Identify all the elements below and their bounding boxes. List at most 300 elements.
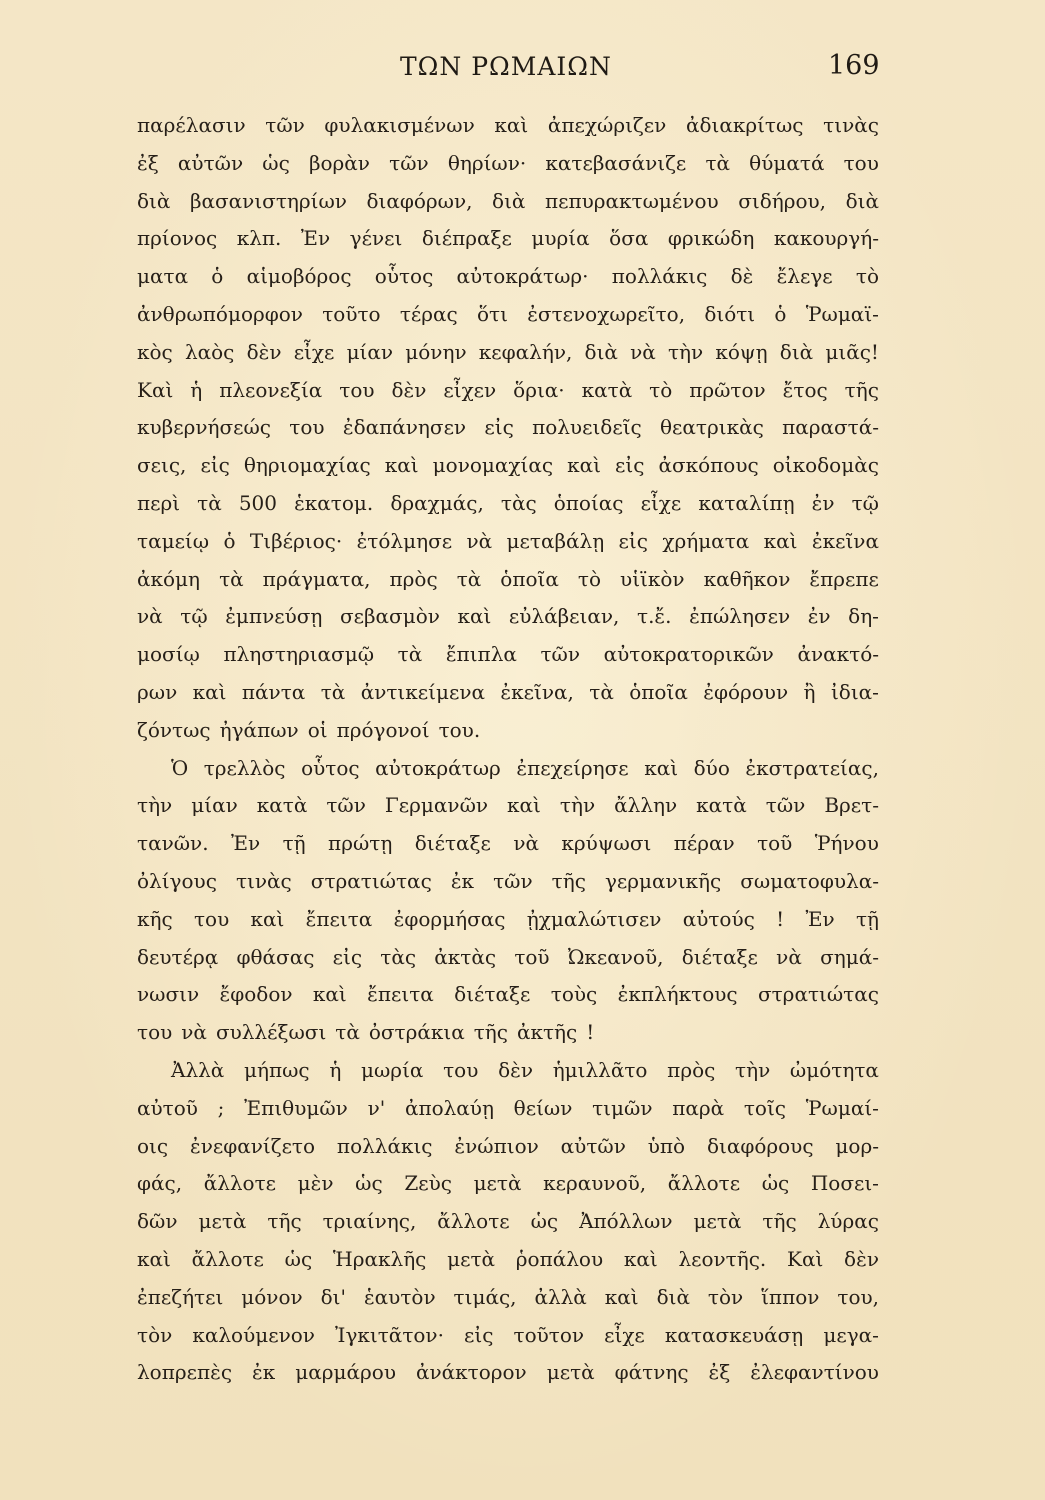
- word: Ῥωμαί-: [805, 1095, 879, 1120]
- word: του.: [438, 717, 481, 742]
- word: κατεβασάνιζε: [545, 150, 687, 175]
- word: μετὰ: [447, 1246, 496, 1271]
- word: τῆς: [844, 377, 879, 402]
- word: θεατρικὰς: [660, 415, 764, 440]
- word: μυρία: [531, 226, 590, 251]
- word: ὁποίας: [553, 490, 624, 515]
- word: ἡ: [329, 1057, 342, 1082]
- text-line: [137, 787, 879, 825]
- word: δύο: [693, 755, 730, 780]
- word: κατὰ: [581, 377, 633, 402]
- word: ἔτος: [782, 377, 828, 402]
- word: εἶχε: [604, 1322, 645, 1347]
- word: ἀπολαύῃ: [404, 1095, 494, 1120]
- text-line: [137, 561, 879, 599]
- word: καὶ: [604, 1284, 639, 1309]
- word: πεπυρακτωμένου: [544, 188, 719, 213]
- word: καὶ: [507, 793, 541, 818]
- word: Καὶ: [787, 1246, 824, 1271]
- word: δὲν: [246, 339, 282, 364]
- word: λοπρεπὲς: [137, 1360, 233, 1385]
- word: δὲν: [498, 1057, 533, 1082]
- text-line: [137, 1052, 879, 1090]
- word: τὰ: [335, 1020, 360, 1045]
- text-line: [137, 107, 879, 145]
- word: !: [586, 1020, 595, 1045]
- word: αὐτοῦ: [137, 1095, 198, 1120]
- word: τὸ: [855, 264, 879, 289]
- page-number: 169: [828, 50, 880, 81]
- word: ἐπώλησεν: [689, 604, 791, 629]
- text-line: [137, 1165, 879, 1203]
- word: πολλάκις: [336, 1133, 433, 1158]
- word: ἠγάπων: [219, 717, 299, 742]
- word: Ἀπόλλων: [579, 1209, 673, 1234]
- word: ἄλλοτε: [191, 1246, 264, 1271]
- word: ὅσα: [609, 226, 649, 251]
- word: ματα: [137, 264, 189, 289]
- word: κατὰ: [696, 793, 747, 818]
- word: ἔπειτα: [305, 906, 373, 931]
- word: καὶ: [623, 1246, 658, 1271]
- word: εἰς: [618, 528, 648, 553]
- word: ἐξ: [137, 150, 159, 175]
- word: μετὰ: [546, 1360, 595, 1385]
- word: οις: [137, 1133, 169, 1158]
- word: ὁ: [774, 301, 787, 326]
- word: καταλίπῃ: [698, 490, 795, 515]
- word: διέταξε: [681, 944, 758, 969]
- word: φάτνης: [614, 1360, 689, 1385]
- word: φάς,: [137, 1171, 183, 1196]
- word: ἀνάκτορον: [415, 1360, 527, 1385]
- word: παρὰ: [672, 1095, 725, 1120]
- word: τιμῶν: [592, 1095, 653, 1120]
- word: παραστά-: [782, 415, 879, 440]
- word: σεβασμὸν: [339, 604, 440, 629]
- word: πληστηριασμῷ: [223, 642, 375, 667]
- word: τῶν: [765, 793, 806, 818]
- word: μεταβάλῃ: [506, 528, 605, 553]
- word: τῆς: [473, 1020, 508, 1045]
- word: τὰ: [589, 679, 614, 704]
- word: στρατιώτας: [310, 868, 432, 893]
- word: ὅρια·: [513, 377, 565, 402]
- word: καὶ: [384, 453, 419, 478]
- word: γένει: [349, 226, 403, 251]
- word: δευτέρᾳ: [137, 944, 219, 969]
- text-line: [137, 750, 879, 788]
- word: ὡς: [284, 1246, 313, 1271]
- word: βασανιστηρίων: [189, 188, 347, 213]
- text-line: [137, 712, 879, 750]
- word: ἀκόμη: [137, 566, 201, 591]
- word: Καὶ: [137, 377, 174, 402]
- word: τῷ: [851, 490, 879, 515]
- word: κυβερνήσεώς: [137, 415, 272, 440]
- word: σεις,: [137, 453, 187, 478]
- word: μίαν: [346, 339, 394, 364]
- running-title: ΤΩΝ ΡΩΜΑΙΩΝ: [400, 52, 612, 81]
- word: δὲν: [844, 1246, 879, 1271]
- word: ἀπεχώριζεν: [547, 113, 667, 137]
- word: ἵππον: [761, 1284, 820, 1309]
- word: τῶν: [326, 793, 366, 818]
- word: αὐτοκρατορικῶν: [603, 642, 774, 667]
- word: ἐτόλμησε: [356, 528, 453, 553]
- text-line: [137, 674, 879, 712]
- word: τινὰς: [823, 113, 879, 137]
- text-line: [137, 1128, 879, 1166]
- word: ἔπιπλα: [445, 642, 517, 667]
- word: του: [289, 415, 325, 440]
- word: λύρας: [817, 1209, 879, 1234]
- word: κακουργή-: [773, 226, 879, 251]
- word: θηριομαχίας: [243, 453, 371, 478]
- word: οὗτος: [374, 264, 434, 289]
- word: ἀσκόπους: [658, 453, 759, 478]
- word: κόψῃ: [715, 339, 768, 364]
- text-line: [137, 976, 879, 1014]
- word: αὐτοκράτωρ: [375, 755, 501, 780]
- word: κατὰ: [256, 793, 308, 818]
- text-line: [137, 183, 879, 221]
- word: σημά-: [820, 944, 879, 969]
- word: πρίονος: [137, 226, 218, 251]
- word: πλεονεξία: [219, 377, 323, 402]
- text-line: [137, 1279, 879, 1317]
- word: νὰ: [181, 1020, 207, 1045]
- word: Γερμανῶν: [384, 793, 489, 818]
- text-line: [137, 485, 879, 523]
- word: διὰ: [845, 188, 879, 213]
- word: τρελλὸς: [203, 755, 286, 780]
- word: μορ-: [835, 1133, 879, 1158]
- body-text: [137, 107, 879, 1392]
- word: νὰ: [630, 339, 656, 364]
- word: τῶν: [493, 868, 533, 893]
- word: Ἡρακλῆς: [332, 1246, 427, 1271]
- word: ἀδιακρίτως: [685, 113, 804, 137]
- word: τὸ: [649, 377, 673, 402]
- word: τῶν: [389, 150, 429, 175]
- word: καθῆκον: [703, 566, 791, 591]
- word: ἡ: [190, 377, 203, 402]
- word: τριαίνης,: [322, 1209, 417, 1234]
- word: οὗτος: [301, 755, 360, 780]
- word: ν': [367, 1095, 386, 1120]
- word: δὲν: [391, 377, 427, 402]
- word: διαφόρων,: [366, 188, 473, 213]
- word: εἰς: [615, 453, 645, 478]
- word: ἐπεζήτει: [137, 1284, 224, 1309]
- word: 500: [238, 490, 277, 515]
- word: καὶ: [567, 453, 601, 478]
- word: ἔπειτα: [367, 982, 434, 1007]
- word: τῶν: [265, 113, 305, 137]
- word: ἔπρεπε: [809, 566, 879, 591]
- word: φυλακισμένων: [324, 113, 475, 137]
- word: θείων: [513, 1095, 573, 1120]
- word: λαὸς: [184, 339, 235, 364]
- word: ὡς: [355, 1171, 383, 1196]
- word: πέραν: [673, 831, 735, 856]
- word: τὰ: [320, 679, 346, 704]
- word: μωρία: [361, 1057, 424, 1082]
- word: ὡς: [761, 1171, 790, 1196]
- word: τὰς: [500, 490, 537, 515]
- word: ἐκ: [450, 868, 475, 893]
- word: ἔλεγε: [776, 264, 833, 289]
- word: τὰ: [197, 490, 222, 515]
- word: ἀκτὰς: [434, 944, 497, 969]
- word: τὸν: [137, 1322, 173, 1347]
- word: τῷ: [180, 604, 208, 629]
- word: πράγματα,: [262, 566, 371, 591]
- word: ὠμότητα: [789, 1057, 879, 1082]
- word: του: [443, 1057, 479, 1082]
- word: πολυειδεῖς: [532, 415, 642, 440]
- word: διέταξε: [454, 982, 531, 1007]
- word: μετὰ: [693, 1209, 742, 1234]
- word: καὶ: [494, 113, 529, 137]
- word: διὰ: [656, 1284, 690, 1309]
- word: νὰ: [466, 528, 493, 553]
- word: ἐνώπιον: [454, 1133, 539, 1158]
- word: διὰ: [779, 339, 814, 364]
- word: ἐφόρουν: [703, 679, 789, 704]
- word: πρόγονοί: [336, 717, 430, 742]
- word: τὰς: [380, 944, 417, 969]
- word: διότι: [704, 301, 756, 326]
- word: μαρμάρου: [295, 1360, 396, 1385]
- word: αὐτῶν: [177, 150, 244, 175]
- word: πάντα: [241, 679, 306, 704]
- word: ;: [217, 1095, 225, 1120]
- word: μεγα-: [823, 1322, 879, 1347]
- text-line: [137, 1354, 879, 1392]
- word: ἐξ: [708, 1360, 731, 1385]
- word: θύματά: [749, 150, 825, 175]
- word: τέρας: [399, 301, 458, 326]
- word: Ῥωμαϊ-: [805, 301, 879, 326]
- word: πρὸς: [667, 1057, 716, 1082]
- word: ἀνθρωπόμορφον: [137, 301, 303, 326]
- text-line: [137, 296, 879, 334]
- word: οἱ: [307, 717, 328, 742]
- text-line: [137, 409, 879, 447]
- word: ὁ: [211, 264, 224, 289]
- word: καὶ: [250, 906, 285, 931]
- word: φρικώδη: [667, 226, 755, 251]
- running-header: [0, 52, 1045, 92]
- word: μίαν: [191, 793, 238, 818]
- word: τανῶν.: [137, 831, 209, 856]
- word: μετὰ: [198, 1209, 247, 1234]
- word: σιδήρου,: [738, 188, 827, 213]
- word: Ἀλλὰ: [171, 1057, 225, 1082]
- word: νὰ: [513, 831, 539, 856]
- word: ὡς: [262, 150, 290, 175]
- word: ἢ: [803, 679, 816, 704]
- word: τῆς: [267, 1209, 302, 1234]
- word: ὅτι: [476, 301, 508, 326]
- word: γερμανικῆς: [604, 868, 722, 893]
- text-line: [137, 447, 879, 485]
- word: νωσιν: [137, 982, 200, 1007]
- word: δι': [320, 1284, 346, 1309]
- word: ἀντικείμενα: [360, 679, 485, 704]
- word: ζόντως: [137, 717, 211, 742]
- word: Ῥήνου: [814, 831, 879, 856]
- word: τοῦτο: [322, 301, 381, 326]
- word: τὴν: [735, 1057, 771, 1082]
- word: ὀλίγους: [137, 868, 217, 893]
- word: ἐμπνεύσῃ: [225, 604, 323, 629]
- word: ἀλλὰ: [534, 1284, 587, 1309]
- text-line: [137, 1090, 879, 1128]
- word: τῶν: [540, 642, 581, 667]
- text-line: [137, 825, 879, 863]
- text-line: [137, 598, 879, 636]
- word: ἐκεῖνα,: [500, 679, 574, 704]
- word: διὰ: [137, 188, 171, 213]
- word: κῆς: [137, 906, 173, 931]
- word: δὲ: [730, 264, 754, 289]
- word: Βρετ-: [824, 793, 879, 818]
- word: μήπως: [244, 1057, 310, 1082]
- word: τοῦτον: [513, 1322, 585, 1347]
- word: τοῦ: [757, 831, 793, 856]
- word: νὰ: [776, 944, 802, 969]
- word: καὶ: [137, 1246, 171, 1271]
- word: τὰ: [219, 566, 244, 591]
- word: ἄλλοτε: [203, 1171, 277, 1196]
- word: αὐτοκράτωρ·: [456, 264, 589, 289]
- word: σωματοφυλα-: [740, 868, 879, 893]
- word: τῇ: [282, 831, 306, 856]
- word: τῆς: [551, 868, 586, 893]
- word: του: [193, 906, 230, 931]
- word: τὸ: [577, 566, 602, 591]
- word: ἀκτῆς: [516, 1020, 578, 1045]
- text-line: [137, 901, 879, 939]
- word: μὲν: [297, 1171, 334, 1196]
- word: ᾐχμαλώτισεν: [526, 906, 662, 931]
- word: κατασκευάσῃ: [664, 1322, 804, 1347]
- word: κὸς: [137, 339, 173, 364]
- word: του: [137, 1020, 173, 1045]
- word: ἐνεφανίζετο: [189, 1133, 316, 1158]
- word: ὁποῖα: [500, 566, 559, 591]
- word: εἰς: [200, 453, 230, 478]
- word: μιᾶς!: [825, 339, 879, 364]
- word: ἐκ: [252, 1360, 276, 1385]
- word: περὶ: [137, 490, 181, 515]
- word: ἐλεφαντίνου: [750, 1360, 879, 1385]
- word: ὁποῖα: [629, 679, 688, 704]
- word: εἶχε: [293, 339, 335, 364]
- word: εὐλάβειαν,: [508, 604, 620, 629]
- word: καὶ: [457, 604, 492, 629]
- word: αἱμοβόρος: [246, 264, 352, 289]
- word: δραχμάς,: [390, 490, 484, 515]
- word: τὰ: [456, 566, 482, 591]
- word: μονομαχίας: [432, 453, 554, 478]
- word: εἰς: [484, 415, 514, 440]
- word: ἔφοδον: [219, 982, 293, 1007]
- word: ἐν: [811, 490, 835, 515]
- word: ἐστενοχωρεῖτο,: [527, 301, 686, 326]
- word: διέπραξε: [421, 226, 512, 251]
- word: βορὰν: [308, 150, 370, 175]
- word: διὰ: [492, 188, 526, 213]
- text-line: [137, 523, 879, 561]
- word: κεφαλήν,: [478, 339, 573, 364]
- word: θηρίων·: [447, 150, 527, 175]
- text-line: [137, 636, 879, 674]
- word: καὶ: [192, 679, 227, 704]
- word: διὰ: [584, 339, 618, 364]
- word: καὶ: [312, 982, 347, 1007]
- word: Ὠκεανοῦ,: [567, 944, 664, 969]
- word: ἑκατομ.: [294, 490, 374, 515]
- word: ἄλλην: [614, 793, 678, 818]
- word: διέταξε: [414, 831, 491, 856]
- word: πρὸς: [389, 566, 438, 591]
- word: εἶχεν: [443, 377, 497, 402]
- word: τινὰς: [235, 868, 292, 893]
- word: Ἐπιθυμῶν: [244, 1095, 348, 1120]
- word: λεοντῆς.: [678, 1246, 767, 1271]
- word: ἄλλοτε: [437, 1209, 510, 1234]
- word: συλλέξωσι: [215, 1020, 327, 1045]
- word: καλούμενον: [192, 1322, 315, 1347]
- word: εἰς: [464, 1322, 494, 1347]
- word: τοὺς: [550, 982, 598, 1007]
- word: !: [776, 906, 785, 931]
- word: τιμάς,: [453, 1284, 517, 1309]
- word: του: [339, 377, 375, 402]
- word: ἐν: [807, 604, 831, 629]
- word: φθάσας: [236, 944, 315, 969]
- word: ρων: [137, 679, 178, 704]
- word: ἡμιλλᾶτο: [552, 1057, 648, 1082]
- word: παρέλασιν: [137, 113, 246, 137]
- word: ταμείῳ: [137, 528, 210, 553]
- word: τὸν: [707, 1284, 744, 1309]
- word: μόνην: [405, 339, 467, 364]
- word: ἑαυτὸν: [363, 1284, 436, 1309]
- word: πρώτῃ: [328, 831, 393, 856]
- word: κεραυνοῦ,: [543, 1171, 647, 1196]
- word: δη-: [848, 604, 879, 629]
- word: οἰκοδομὰς: [772, 453, 879, 478]
- text-line: [137, 863, 879, 901]
- word: Ἐν: [300, 226, 331, 251]
- word: ἄλλοτε: [667, 1171, 741, 1196]
- word: πολλάκις: [611, 264, 708, 289]
- word: ῥοπάλου: [515, 1246, 604, 1271]
- word: ἰδια-: [830, 679, 879, 704]
- word: ὁ: [223, 528, 236, 553]
- word: κρύψωσι: [561, 831, 652, 856]
- word: εἰς: [332, 944, 363, 969]
- word: δῶν: [137, 1209, 178, 1234]
- text-line: [137, 1241, 879, 1279]
- word: τὴν: [559, 793, 596, 818]
- word: ἐδαπάνησεν: [342, 415, 467, 440]
